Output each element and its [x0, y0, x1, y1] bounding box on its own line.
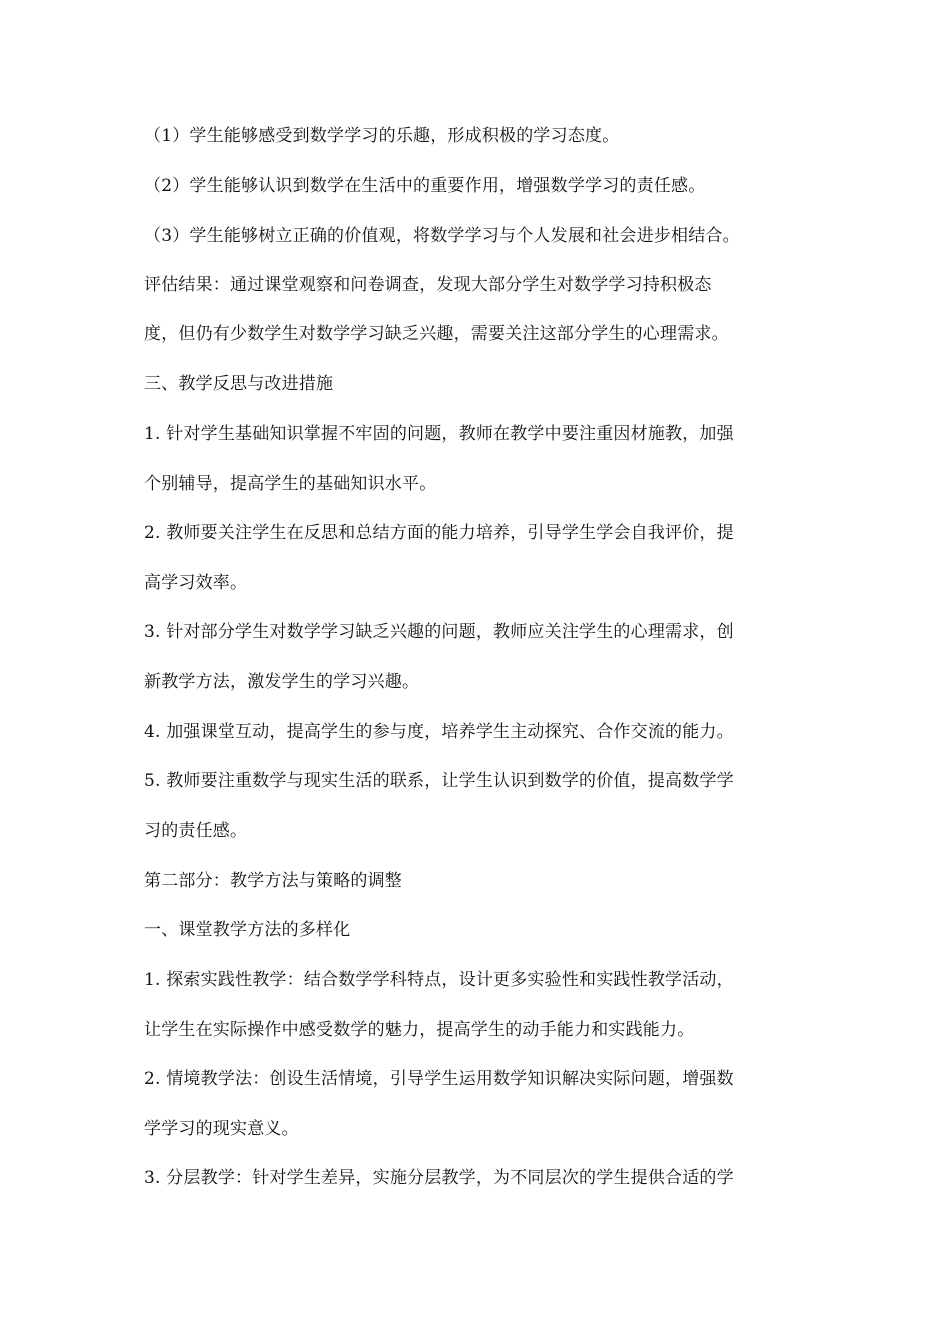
text-line-21: 学学习的现实意义。 — [144, 1119, 299, 1139]
text-line-9: 2. 教师要关注学生在反思和总结方面的能力培养，引导学生学会自我评价，提 — [144, 523, 734, 543]
text-line-4: 评估结果：通过课堂观察和问卷调查，发现大部分学生对数学学习持积极态 — [144, 275, 712, 295]
text-line-8: 个别辅导，提高学生的基础知识水平。 — [144, 474, 437, 494]
text-line-1: （1）学生能够感受到数学学习的乐趣，形成积极的学习态度。 — [144, 126, 620, 146]
text-line-10: 高学习效率。 — [144, 573, 248, 593]
text-line-18: 1. 探索实践性教学：结合数学学科特点，设计更多实验性和实践性教学活动， — [144, 970, 734, 990]
text-line-14: 5. 教师要注重数学与现实生活的联系，让学生认识到数学的价值，提高数学学 — [144, 771, 734, 791]
part-heading: 第二部分：教学方法与策略的调整 — [144, 871, 402, 891]
section-heading: 三、教学反思与改进措施 — [144, 374, 334, 394]
text-line-3: （3）学生能够树立正确的价值观，将数学学习与个人发展和社会进步相结合。 — [144, 226, 740, 246]
text-line-5: 度，但仍有少数学生对数学学习缺乏兴趣，需要关注这部分学生的心理需求。 — [144, 324, 729, 344]
text-line-2: （2）学生能够认识到数学在生活中的重要作用，增强数学学习的责任感。 — [144, 176, 706, 196]
text-line-12: 新教学方法，激发学生的学习兴趣。 — [144, 672, 420, 692]
text-line-7: 1. 针对学生基础知识掌握不牢固的问题，教师在教学中要注重因材施教，加强 — [144, 424, 734, 444]
text-line-20: 2. 情境教学法：创设生活情境，引导学生运用数学知识解决实际问题，增强数 — [144, 1069, 734, 1089]
text-line-19: 让学生在实际操作中感受数学的魅力，提高学生的动手能力和实践能力。 — [144, 1020, 695, 1040]
text-line-15: 习的责任感。 — [144, 821, 248, 841]
text-line-11: 3. 针对部分学生对数学学习缺乏兴趣的问题，教师应关注学生的心理需求，创 — [144, 622, 734, 642]
text-line-22: 3. 分层教学：针对学生差异，实施分层教学，为不同层次的学生提供合适的学 — [144, 1168, 734, 1188]
text-line-13: 4. 加强课堂互动，提高学生的参与度，培养学生主动探究、合作交流的能力。 — [144, 722, 734, 742]
subsection-heading: 一、课堂教学方法的多样化 — [144, 920, 351, 940]
